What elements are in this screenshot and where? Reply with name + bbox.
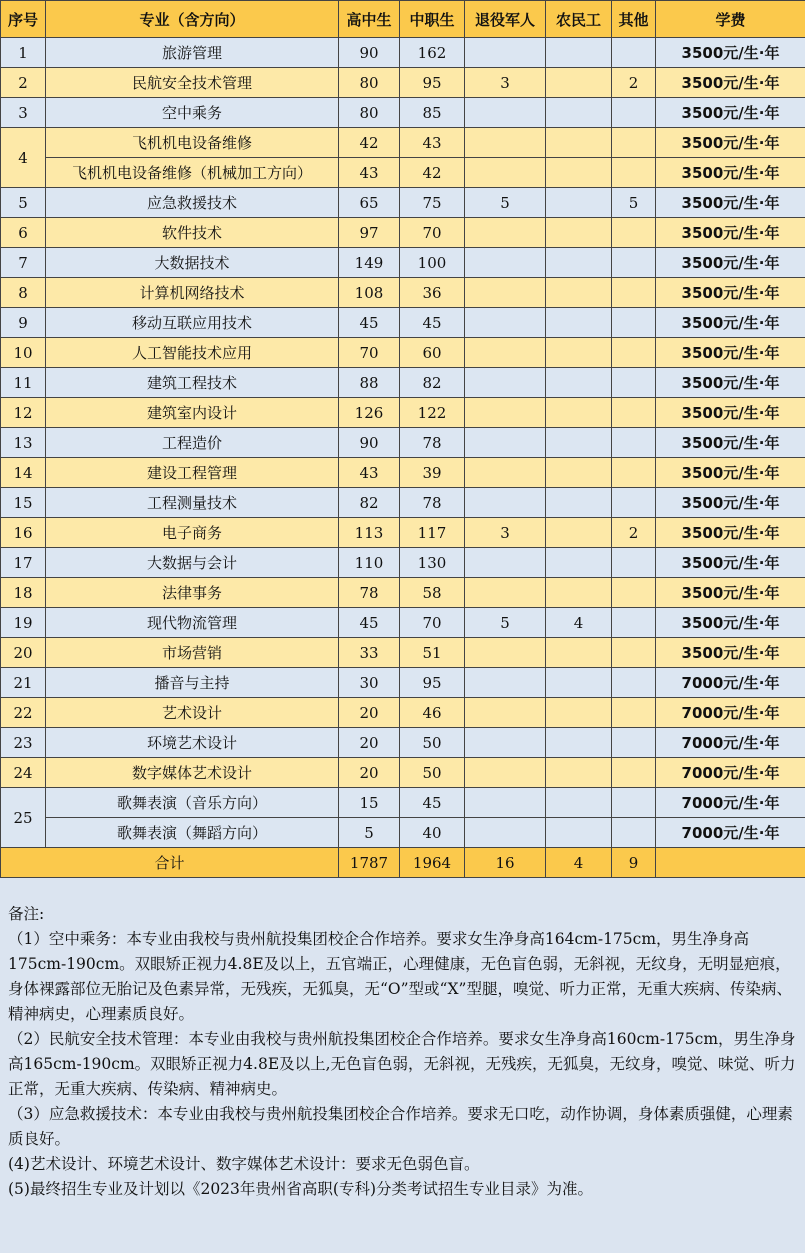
vocational-cell: 85 <box>400 98 465 128</box>
header-row <box>1 1 805 38</box>
row-number-cell: 19 <box>1 608 46 638</box>
tuition-cell: 7000元/生·年 <box>656 818 805 848</box>
high-school-cell: 5 <box>339 818 400 848</box>
row-number-cell: 18 <box>1 578 46 608</box>
veterans-cell: 5 <box>465 608 546 638</box>
table-row <box>1 218 805 248</box>
row-number-cell: 12 <box>1 398 46 428</box>
other-cell <box>612 308 656 338</box>
migrant-workers-cell: 4 <box>546 608 612 638</box>
table-row <box>1 818 805 848</box>
vocational-cell: 39 <box>400 458 465 488</box>
tuition-cell: 3500元/生·年 <box>656 308 805 338</box>
migrant-workers-cell <box>546 398 612 428</box>
other-cell <box>612 758 656 788</box>
other-cell <box>612 608 656 638</box>
other-cell <box>612 248 656 278</box>
other-cell <box>612 548 656 578</box>
major-cell: 环境艺术设计 <box>46 728 339 758</box>
row-number-cell: 11 <box>1 368 46 398</box>
row-number-cell: 23 <box>1 728 46 758</box>
row-number-cell: 1 <box>1 38 46 68</box>
high-school-cell: 45 <box>339 608 400 638</box>
veterans-cell <box>465 308 546 338</box>
other-cell: 2 <box>612 518 656 548</box>
major-cell: 建筑工程技术 <box>46 368 339 398</box>
vocational-cell: 95 <box>400 668 465 698</box>
row-number-cell: 22 <box>1 698 46 728</box>
note-item-4: (4)艺术设计、环境艺术设计、数字媒体艺术设计：要求无色弱色盲。 <box>8 1155 480 1173</box>
row-number-cell: 4 <box>1 128 46 188</box>
tuition-cell: 3500元/生·年 <box>656 158 805 188</box>
high-school-cell: 82 <box>339 488 400 518</box>
high-school-cell: 108 <box>339 278 400 308</box>
migrant-workers-cell <box>546 698 612 728</box>
vocational-cell: 162 <box>400 38 465 68</box>
migrant-workers-cell <box>546 548 612 578</box>
other-cell <box>612 338 656 368</box>
table-row <box>1 308 805 338</box>
veterans-cell <box>465 668 546 698</box>
migrant-workers-cell <box>546 368 612 398</box>
high-school-cell: 80 <box>339 68 400 98</box>
veterans-cell: 3 <box>465 518 546 548</box>
table-row <box>1 548 805 578</box>
tuition-cell: 3500元/生·年 <box>656 188 805 218</box>
vocational-cell: 70 <box>400 218 465 248</box>
row-number-cell: 17 <box>1 548 46 578</box>
tuition-cell: 3500元/生·年 <box>656 218 805 248</box>
tuition-cell: 7000元/生·年 <box>656 698 805 728</box>
table-row <box>1 248 805 278</box>
vocational-cell: 117 <box>400 518 465 548</box>
high-school-cell: 20 <box>339 728 400 758</box>
vocational-cell: 95 <box>400 68 465 98</box>
vocational-cell: 58 <box>400 578 465 608</box>
migrant-workers-cell <box>546 518 612 548</box>
veterans-cell <box>465 218 546 248</box>
veterans-cell <box>465 368 546 398</box>
table-row <box>1 518 805 548</box>
header-migrant-workers: 农民工 <box>546 1 612 38</box>
major-cell: 歌舞表演（舞蹈方向） <box>46 818 339 848</box>
notes-section <box>0 880 805 1253</box>
veterans-cell <box>465 788 546 818</box>
vocational-cell: 46 <box>400 698 465 728</box>
other-cell <box>612 698 656 728</box>
major-cell: 播音与主持 <box>46 668 339 698</box>
high-school-cell: 43 <box>339 458 400 488</box>
other-cell <box>612 398 656 428</box>
row-number-cell: 24 <box>1 758 46 788</box>
veterans-cell <box>465 728 546 758</box>
total-label: 合计 <box>1 848 339 878</box>
migrant-workers-cell <box>546 218 612 248</box>
other-cell <box>612 128 656 158</box>
header-vocational: 中职生 <box>400 1 465 38</box>
major-cell: 市场营销 <box>46 638 339 668</box>
high-school-cell: 20 <box>339 758 400 788</box>
migrant-workers-cell <box>546 758 612 788</box>
other-cell <box>612 788 656 818</box>
major-cell: 现代物流管理 <box>46 608 339 638</box>
total-row <box>1 848 805 878</box>
note-item-5: (5)最终招生专业及计划以《2023年贵州省高职(专科)分类考试招生专业目录》为准。 <box>8 1180 593 1198</box>
row-number-cell: 5 <box>1 188 46 218</box>
row-number-cell: 13 <box>1 428 46 458</box>
migrant-workers-cell <box>546 668 612 698</box>
major-cell: 建筑室内设计 <box>46 398 339 428</box>
vocational-cell: 42 <box>400 158 465 188</box>
migrant-workers-cell <box>546 818 612 848</box>
veterans-cell <box>465 698 546 728</box>
major-cell: 人工智能技术应用 <box>46 338 339 368</box>
tuition-cell: 3500元/生·年 <box>656 68 805 98</box>
vocational-cell: 75 <box>400 188 465 218</box>
table-row <box>1 338 805 368</box>
migrant-workers-cell <box>546 308 612 338</box>
migrant-workers-cell <box>546 278 612 308</box>
other-cell <box>612 578 656 608</box>
vocational-cell: 78 <box>400 428 465 458</box>
high-school-cell: 126 <box>339 398 400 428</box>
major-cell: 软件技术 <box>46 218 339 248</box>
other-cell <box>612 818 656 848</box>
tuition-cell: 3500元/生·年 <box>656 548 805 578</box>
row-number-cell: 25 <box>1 788 46 848</box>
vocational-cell: 82 <box>400 368 465 398</box>
major-cell: 工程测量技术 <box>46 488 339 518</box>
header-no: 序号 <box>1 1 46 38</box>
major-cell: 数字媒体艺术设计 <box>46 758 339 788</box>
table-row <box>1 98 805 128</box>
row-number-cell: 8 <box>1 278 46 308</box>
header-veterans: 退役军人 <box>465 1 546 38</box>
veterans-cell <box>465 758 546 788</box>
total-tuition-cell <box>656 848 805 878</box>
major-cell: 民航安全技术管理 <box>46 68 339 98</box>
vocational-cell: 36 <box>400 278 465 308</box>
total-high-school-cell: 1787 <box>339 848 400 878</box>
table-row <box>1 458 805 488</box>
migrant-workers-cell <box>546 728 612 758</box>
high-school-cell: 88 <box>339 368 400 398</box>
table-row <box>1 158 805 188</box>
migrant-workers-cell <box>546 248 612 278</box>
major-cell: 电子商务 <box>46 518 339 548</box>
row-number-cell: 16 <box>1 518 46 548</box>
major-cell: 大数据与会计 <box>46 548 339 578</box>
other-cell <box>612 428 656 458</box>
vocational-cell: 60 <box>400 338 465 368</box>
table-row <box>1 758 805 788</box>
veterans-cell <box>465 578 546 608</box>
high-school-cell: 15 <box>339 788 400 818</box>
row-number-cell: 10 <box>1 338 46 368</box>
notes-title: 备注: <box>8 905 45 923</box>
high-school-cell: 78 <box>339 578 400 608</box>
migrant-workers-cell <box>546 98 612 128</box>
tuition-cell: 3500元/生·年 <box>656 368 805 398</box>
row-number-cell: 21 <box>1 668 46 698</box>
high-school-cell: 65 <box>339 188 400 218</box>
veterans-cell <box>465 98 546 128</box>
major-cell: 工程造价 <box>46 428 339 458</box>
table-row <box>1 668 805 698</box>
high-school-cell: 110 <box>339 548 400 578</box>
tuition-cell: 3500元/生·年 <box>656 488 805 518</box>
other-cell: 2 <box>612 68 656 98</box>
vocational-cell: 40 <box>400 818 465 848</box>
table-row <box>1 68 805 98</box>
other-cell <box>612 488 656 518</box>
major-cell: 计算机网络技术 <box>46 278 339 308</box>
other-cell: 5 <box>612 188 656 218</box>
high-school-cell: 42 <box>339 128 400 158</box>
table-row <box>1 728 805 758</box>
tuition-cell: 3500元/生·年 <box>656 128 805 158</box>
other-cell <box>612 218 656 248</box>
vocational-cell: 100 <box>400 248 465 278</box>
major-cell: 飞机机电设备维修 <box>46 128 339 158</box>
row-number-cell: 3 <box>1 98 46 128</box>
tuition-cell: 7000元/生·年 <box>656 728 805 758</box>
high-school-cell: 70 <box>339 338 400 368</box>
table-row <box>1 698 805 728</box>
migrant-workers-cell <box>546 428 612 458</box>
veterans-cell: 3 <box>465 68 546 98</box>
header-tuition: 学费 <box>656 1 805 38</box>
tuition-cell: 3500元/生·年 <box>656 578 805 608</box>
tuition-cell: 3500元/生·年 <box>656 38 805 68</box>
total-vocational-cell: 1964 <box>400 848 465 878</box>
tuition-cell: 3500元/生·年 <box>656 458 805 488</box>
note-item-2: （2）民航安全技术管理：本专业由我校与贵州航投集团校企合作培养。要求女生净身高160cm-175cm，男生净身高165cm-190cm。双眼矫正视力4.8E及以上,无色盲色弱，无斜视，无残疾，无狐臭，无纹身，嗅觉、味觉、听力正常，无重大疾病、传染病、精神病史。 <box>8 1030 796 1098</box>
tuition-cell: 3500元/生·年 <box>656 338 805 368</box>
high-school-cell: 90 <box>339 428 400 458</box>
tuition-cell: 7000元/生·年 <box>656 788 805 818</box>
table-row <box>1 128 805 158</box>
vocational-cell: 45 <box>400 308 465 338</box>
table-row <box>1 428 805 458</box>
tuition-cell: 7000元/生·年 <box>656 668 805 698</box>
migrant-workers-cell <box>546 188 612 218</box>
migrant-workers-cell <box>546 68 612 98</box>
veterans-cell <box>465 248 546 278</box>
row-number-cell: 15 <box>1 488 46 518</box>
migrant-workers-cell <box>546 128 612 158</box>
tuition-cell: 3500元/生·年 <box>656 638 805 668</box>
other-cell <box>612 458 656 488</box>
note-item-1: （1）空中乘务：本专业由我校与贵州航投集团校企合作培养。要求女生净身高164cm-175cm，男生净身高175cm-190cm。双眼矫正视力4.8E及以上，五官端正，心理健康，无色盲色弱，无斜视，无纹身，无明显疤痕，身体裸露部位无胎记及色素异常，无残疾，无狐臭，无“O”型或“X”型腿，嗅觉、听力正常，无重大疾病、传染病、精神病史，心理素质良好。 <box>8 930 792 1023</box>
major-cell: 旅游管理 <box>46 38 339 68</box>
veterans-cell <box>465 458 546 488</box>
major-cell: 艺术设计 <box>46 698 339 728</box>
veterans-cell <box>465 278 546 308</box>
row-number-cell: 20 <box>1 638 46 668</box>
table-row <box>1 488 805 518</box>
major-cell: 歌舞表演（音乐方向） <box>46 788 339 818</box>
major-cell: 应急救援技术 <box>46 188 339 218</box>
veterans-cell <box>465 158 546 188</box>
table-row <box>1 38 805 68</box>
veterans-cell <box>465 818 546 848</box>
migrant-workers-cell <box>546 38 612 68</box>
major-cell: 大数据技术 <box>46 248 339 278</box>
migrant-workers-cell <box>546 338 612 368</box>
vocational-cell: 122 <box>400 398 465 428</box>
other-cell <box>612 668 656 698</box>
other-cell <box>612 278 656 308</box>
table-body <box>1 38 805 878</box>
note-item-3: （3）应急救援技术：本专业由我校与贵州航投集团校企合作培养。要求无口吃，动作协调，身体素质强健，心理素质良好。 <box>8 1105 793 1148</box>
tuition-cell: 3500元/生·年 <box>656 608 805 638</box>
vocational-cell: 45 <box>400 788 465 818</box>
high-school-cell: 90 <box>339 38 400 68</box>
table-row <box>1 638 805 668</box>
veterans-cell <box>465 398 546 428</box>
high-school-cell: 30 <box>339 668 400 698</box>
major-cell: 法律事务 <box>46 578 339 608</box>
high-school-cell: 33 <box>339 638 400 668</box>
vocational-cell: 50 <box>400 758 465 788</box>
migrant-workers-cell <box>546 158 612 188</box>
veterans-cell: 5 <box>465 188 546 218</box>
major-cell: 移动互联应用技术 <box>46 308 339 338</box>
veterans-cell <box>465 638 546 668</box>
other-cell <box>612 38 656 68</box>
row-number-cell: 7 <box>1 248 46 278</box>
high-school-cell: 80 <box>339 98 400 128</box>
migrant-workers-cell <box>546 488 612 518</box>
other-cell <box>612 98 656 128</box>
vocational-cell: 43 <box>400 128 465 158</box>
high-school-cell: 20 <box>339 698 400 728</box>
other-cell <box>612 368 656 398</box>
vocational-cell: 51 <box>400 638 465 668</box>
tuition-cell: 3500元/生·年 <box>656 428 805 458</box>
table-row <box>1 278 805 308</box>
tuition-cell: 7000元/生·年 <box>656 758 805 788</box>
tuition-cell: 3500元/生·年 <box>656 98 805 128</box>
row-number-cell: 2 <box>1 68 46 98</box>
vocational-cell: 70 <box>400 608 465 638</box>
major-cell: 空中乘务 <box>46 98 339 128</box>
high-school-cell: 43 <box>339 158 400 188</box>
vocational-cell: 130 <box>400 548 465 578</box>
row-number-cell: 6 <box>1 218 46 248</box>
veterans-cell <box>465 548 546 578</box>
veterans-cell <box>465 338 546 368</box>
total-other-cell: 9 <box>612 848 656 878</box>
header-other: 其他 <box>612 1 656 38</box>
migrant-workers-cell <box>546 578 612 608</box>
other-cell <box>612 638 656 668</box>
high-school-cell: 45 <box>339 308 400 338</box>
high-school-cell: 97 <box>339 218 400 248</box>
total-migrant-workers-cell: 4 <box>546 848 612 878</box>
migrant-workers-cell <box>546 788 612 818</box>
other-cell <box>612 728 656 758</box>
veterans-cell <box>465 488 546 518</box>
table-row <box>1 398 805 428</box>
header-high-school: 高中生 <box>339 1 400 38</box>
veterans-cell <box>465 428 546 458</box>
table-row <box>1 368 805 398</box>
tuition-cell: 3500元/生·年 <box>656 398 805 428</box>
tuition-cell: 3500元/生·年 <box>656 518 805 548</box>
row-number-cell: 9 <box>1 308 46 338</box>
migrant-workers-cell <box>546 638 612 668</box>
tuition-cell: 3500元/生·年 <box>656 278 805 308</box>
row-number-cell: 14 <box>1 458 46 488</box>
tuition-cell: 3500元/生·年 <box>656 248 805 278</box>
high-school-cell: 113 <box>339 518 400 548</box>
migrant-workers-cell <box>546 458 612 488</box>
total-veterans-cell: 16 <box>465 848 546 878</box>
veterans-cell <box>465 128 546 158</box>
high-school-cell: 149 <box>339 248 400 278</box>
table-row <box>1 608 805 638</box>
vocational-cell: 78 <box>400 488 465 518</box>
veterans-cell <box>465 38 546 68</box>
vocational-cell: 50 <box>400 728 465 758</box>
major-cell: 飞机机电设备维修（机械加工方向） <box>46 158 339 188</box>
table-row <box>1 578 805 608</box>
other-cell <box>612 158 656 188</box>
table-row <box>1 788 805 818</box>
header-major: 专业（含方向） <box>46 1 339 38</box>
table-row <box>1 188 805 218</box>
major-cell: 建设工程管理 <box>46 458 339 488</box>
